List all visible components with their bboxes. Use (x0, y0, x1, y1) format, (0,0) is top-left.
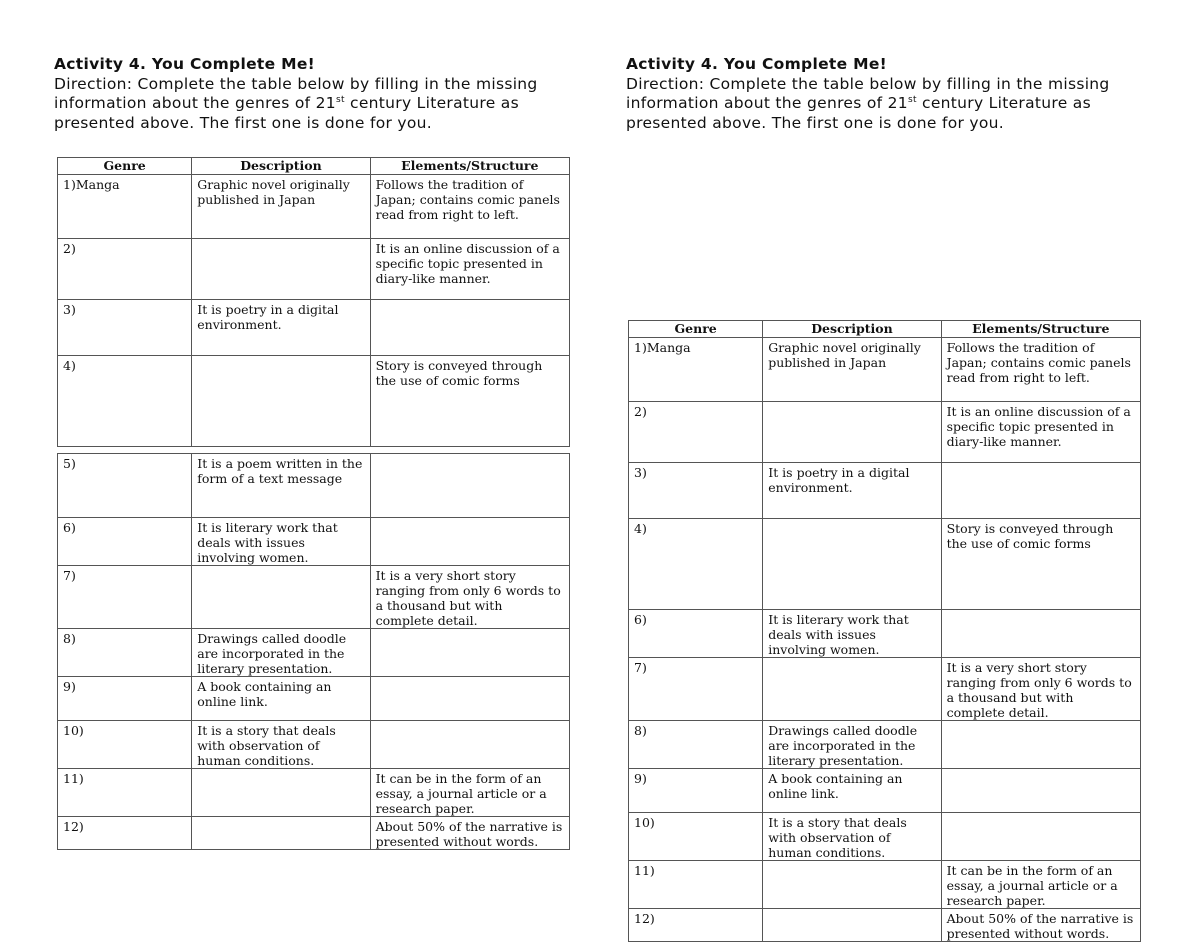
table-row (58, 175, 570, 239)
genre-cell: 4) (629, 519, 763, 610)
description-cell: Graphic novel originally published in Japan (192, 175, 370, 239)
description-cell: Graphic novel originally published in Japan (763, 338, 941, 402)
activity-heading-left (54, 55, 538, 133)
genre-table-right (628, 320, 1141, 942)
genre-cell: 1)Manga (58, 175, 192, 239)
genre-cell: 6) (629, 610, 763, 658)
table-row (58, 356, 570, 447)
description-cell: It is a story that deals with observation of human conditions. (763, 813, 941, 861)
table-row (629, 610, 1141, 658)
genre-cell: 9) (629, 769, 763, 813)
genre-cell: 6) (58, 518, 192, 566)
table-row (629, 861, 1141, 909)
genre-cell: 11) (58, 769, 192, 817)
table-row (58, 300, 570, 356)
description-cell[interactable] (192, 817, 370, 850)
description-cell: It is a story that deals with observation of human conditions. (192, 721, 370, 769)
description-cell[interactable] (763, 519, 941, 610)
header-elements: Elements/Structure (370, 158, 569, 175)
genre-cell: 3) (58, 300, 192, 356)
description-cell[interactable] (763, 658, 941, 721)
table-row (629, 338, 1141, 402)
elements-cell[interactable] (941, 813, 1140, 861)
genre-cell: 7) (58, 566, 192, 629)
table-row (629, 463, 1141, 519)
elements-cell: It is an online discussion of a specific topic presented in diary-like manner. (941, 402, 1140, 463)
genre-cell: 10) (629, 813, 763, 861)
table-row (629, 813, 1141, 861)
genre-cell: 12) (58, 817, 192, 850)
genre-cell: 7) (629, 658, 763, 721)
header-description: Description (192, 158, 370, 175)
elements-cell[interactable] (370, 677, 569, 721)
description-cell[interactable] (192, 566, 370, 629)
header-genre: Genre (58, 158, 192, 175)
description-cell[interactable] (763, 861, 941, 909)
table-row (629, 658, 1141, 721)
elements-cell[interactable] (941, 463, 1140, 519)
genre-cell: 11) (629, 861, 763, 909)
genre-cell: 10) (58, 721, 192, 769)
description-cell: Drawings called doodle are incorporated in the literary presentation. (763, 721, 941, 769)
description-cell[interactable] (192, 239, 370, 300)
elements-cell: Story is conveyed through the use of comic forms (370, 356, 569, 447)
table-row (58, 677, 570, 721)
elements-cell: It is a very short story ranging from only 6 words to a thousand but with complete detail. (370, 566, 569, 629)
direction-line: Direction: Complete the table below by filling in the missing (54, 74, 538, 93)
description-cell: It is poetry in a digital environment. (763, 463, 941, 519)
header-description: Description (763, 321, 941, 338)
elements-cell: It can be in the form of an essay, a journal article or a research paper. (370, 769, 569, 817)
description-cell: It is poetry in a digital environment. (192, 300, 370, 356)
description-cell: It is literary work that deals with issues involving women. (763, 610, 941, 658)
elements-cell: It is an online discussion of a specific topic presented in diary-like manner. (370, 239, 569, 300)
table-row (629, 769, 1141, 813)
genre-table-left (57, 157, 570, 850)
table-header-row (629, 321, 1141, 338)
genre-cell: 2) (629, 402, 763, 463)
table-header-row (58, 158, 570, 175)
genre-cell: 2) (58, 239, 192, 300)
direction-line: information about the genres of 21st century Literature as (626, 94, 1091, 112)
elements-cell: About 50% of the narrative is presented without words. (941, 909, 1140, 942)
table-row (58, 518, 570, 566)
elements-cell: Follows the tradition of Japan; contains comic panels read from right to left. (941, 338, 1140, 402)
genre-cell: 4) (58, 356, 192, 447)
table-row (58, 239, 570, 300)
genre-cell: 1)Manga (629, 338, 763, 402)
genre-cell: 9) (58, 677, 192, 721)
elements-cell: Story is conveyed through the use of comic forms (941, 519, 1140, 610)
description-cell[interactable] (763, 909, 941, 942)
table-row (58, 454, 570, 518)
activity-title: Activity 4. You Complete Me! (626, 55, 888, 73)
table-row (629, 909, 1141, 942)
table-row (58, 817, 570, 850)
description-cell[interactable] (192, 769, 370, 817)
table-row (58, 769, 570, 817)
elements-cell[interactable] (370, 454, 569, 518)
table-row (58, 566, 570, 629)
elements-cell: It is a very short story ranging from only 6 words to a thousand but with complete detail. (941, 658, 1140, 721)
description-cell: A book containing an online link. (192, 677, 370, 721)
header-elements: Elements/Structure (941, 321, 1140, 338)
direction-line: presented above. The first one is done for you. (54, 113, 433, 132)
table-row (629, 721, 1141, 769)
table-row (58, 629, 570, 677)
table-row (629, 519, 1141, 610)
direction-line: presented above. The first one is done for you. (626, 113, 1005, 132)
elements-cell: It can be in the form of an essay, a journal article or a research paper. (941, 861, 1140, 909)
table-row (629, 402, 1141, 463)
direction-line: information about the genres of 21st century Literature as (54, 94, 519, 112)
elements-cell[interactable] (370, 518, 569, 566)
table-gap (58, 447, 570, 454)
elements-cell[interactable] (941, 610, 1140, 658)
description-cell[interactable] (192, 356, 370, 447)
genre-cell: 5) (58, 454, 192, 518)
elements-cell: Follows the tradition of Japan; contains comic panels read from right to left. (370, 175, 569, 239)
activity-title: Activity 4. You Complete Me! (54, 55, 316, 73)
genre-cell: 8) (629, 721, 763, 769)
elements-cell[interactable] (370, 300, 569, 356)
elements-cell[interactable] (370, 629, 569, 677)
description-cell[interactable] (763, 402, 941, 463)
header-genre: Genre (629, 321, 763, 338)
direction-line: Direction: Complete the table below by filling in the missing (626, 74, 1110, 93)
genre-cell: 3) (629, 463, 763, 519)
description-cell: A book containing an online link. (763, 769, 941, 813)
description-cell: Drawings called doodle are incorporated in the literary presentation. (192, 629, 370, 677)
elements-cell[interactable] (370, 721, 569, 769)
elements-cell[interactable] (941, 721, 1140, 769)
description-cell: It is literary work that deals with issues involving women. (192, 518, 370, 566)
description-cell: It is a poem written in the form of a text message (192, 454, 370, 518)
elements-cell[interactable] (941, 769, 1140, 813)
genre-cell: 8) (58, 629, 192, 677)
table-row (58, 721, 570, 769)
genre-cell: 12) (629, 909, 763, 942)
elements-cell: About 50% of the narrative is presented without words. (370, 817, 569, 850)
activity-heading-right (626, 55, 1110, 133)
